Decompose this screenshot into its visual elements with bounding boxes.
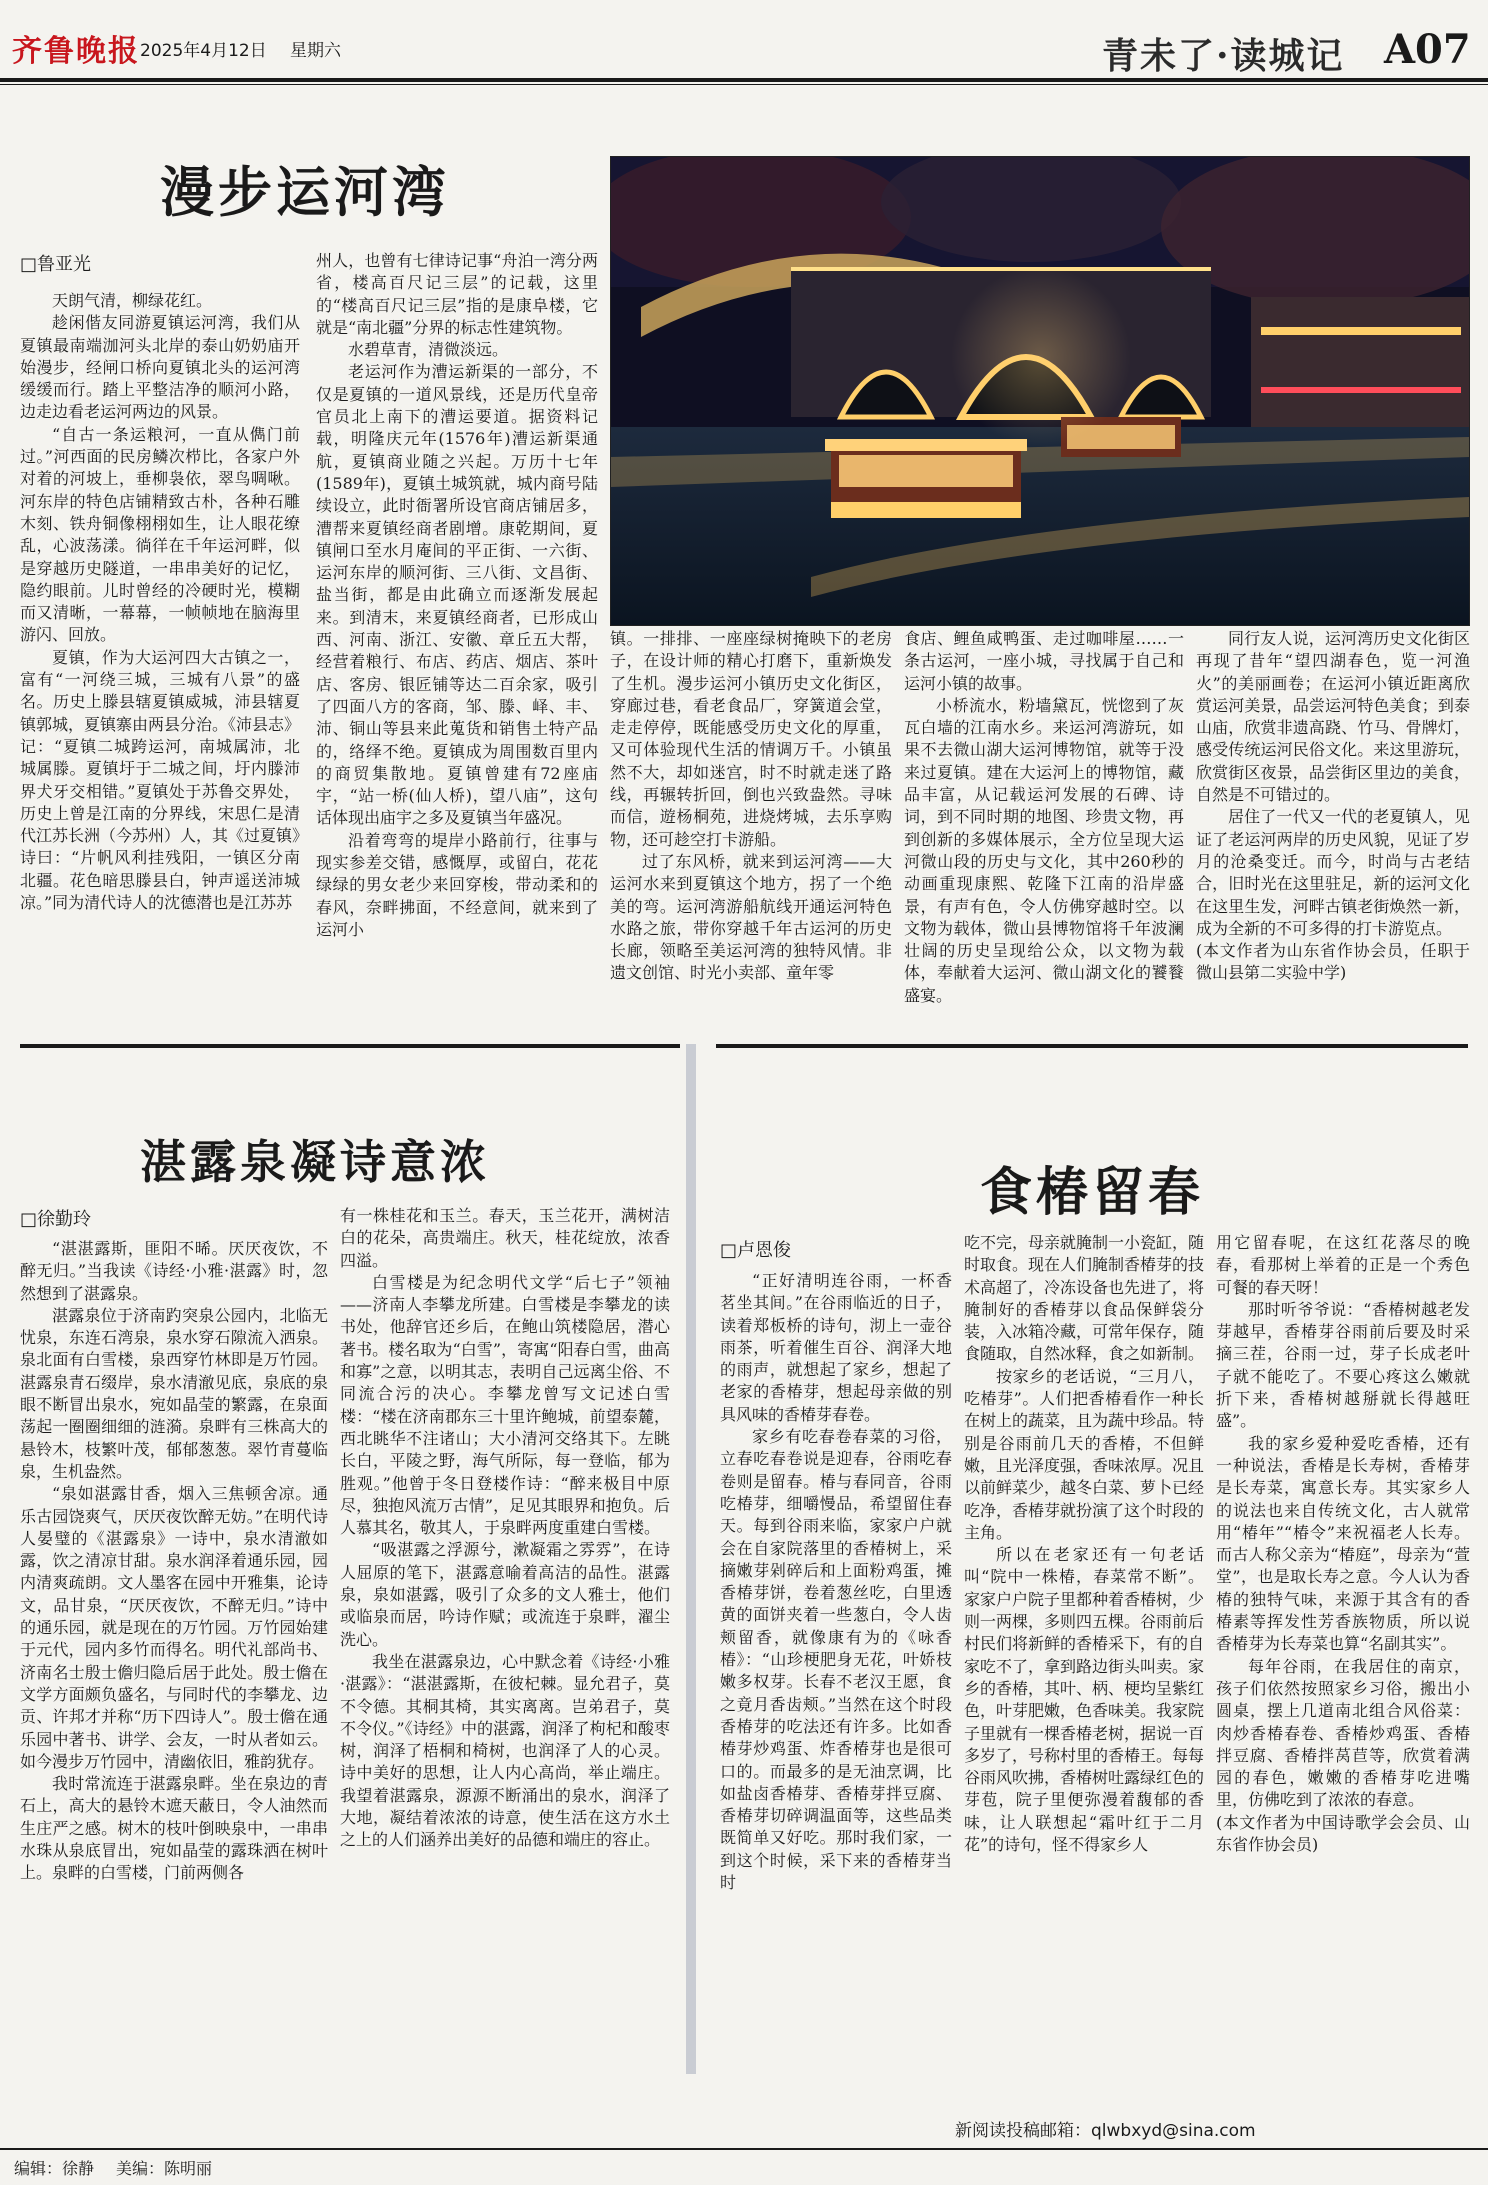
paragraph: 镇。一排排、一座座绿树掩映下的老房子，在设计师的精心打磨下，重新焕发了生机。漫步运河小镇历史文化街区，穿廊过巷，看老食品厂，穿簧道会堂，走走停停，既能感受历史文化的厚重，又可体验现代生活的情调万千。小镇虽然不大，却如迷宫，时不时就走迷了路线，再辗转折回，倒也兴致盎然。寻味而信，遊杨桐苑，进烧烤城，去乐享购物，还可趁空打卡游船。 (610, 629, 892, 849)
paragraph: 天朗气清，柳绿花红。 (52, 291, 213, 310)
article1-title: 漫步运河湾 (160, 160, 450, 224)
paragraph: 州人，也曾有七律诗记事“舟泊一湾分两省，楼高百尺记三层”的记载，这里的“楼高百尺记三层”指的是康阜楼，它就是“南北疆”分界的标志性建筑物。 (316, 251, 598, 337)
paragraph: 家乡有吃春卷春菜的习俗，立春吃春卷说是迎春，谷雨吃春卷则是留春。椿与春同音，谷雨吃椿芽，细嚼慢品，希望留住春天。每到谷雨来临，家家户户就会在自家院落里的香椿树上，采摘嫩芽剁碎后和上面粉鸡蛋，摊香椿芽饼，卷着葱丝吃，白里透黄的面饼夹着一些葱白，令人齿颊留香，就像康有为的《咏香椿》：“山珍梗肥身无花，叶娇枝嫩多权芽。长春不老汉王愿，食之竟月香齿颊。”当然在这个时段香椿芽的吃法还有许多。比如香椿芽炒鸡蛋、炸香椿芽也是很可口的。而最多的是无油烹调，比如盐卤香椿芽、香椿芽拌豆腐、香椿芽切碎调温面等，这些品类既简单又好吃。那时我们家，一到这个时候，采下来的香椿芽当时 (720, 1427, 952, 1893)
canal-night-photo (610, 156, 1470, 626)
paragraph: 每年谷雨，在我居住的南京，孩子们依然按照家乡习俗，搬出小圆桌，摆上几道南北组合风俗菜：肉炒香椿春卷、香椿炒鸡蛋、香椿拌豆腐、香椿拌莴苣等，欣赏着满园的春色，嫩嫩的香椿芽吃进嘴里，仿佛吃到了浓浓的春意。 (1216, 1656, 1470, 1810)
paragraph: 白雪楼是为纪念明代文学“后七子”领袖——济南人李攀龙所建。白雪楼是李攀龙的读书处，他辞官还乡后，在鲍山筑楼隐居，潜心著书。楼名取为“白雪”，寄寓“阳春白雪，曲高和寡”之意，以明其志，表明自己远离尘俗、不同流合污的决心。李攀龙曾写文记述白雪楼：“楼在济南郡东三十里许鲍城，前望泰麓，西北眺华不注诸山；大小清河交络其下。左眺长白，平陵之野，海气所际，每一登临，郁为胜观。”他曾于冬日登楼作诗：“醉来极目中原尽，独抱风流万古情”，足见其眼界和抱负。后人慕其名，敬其人，于泉畔两度重建白雪楼。 (340, 1272, 670, 1538)
paragraph: 食店、鲤鱼咸鸭蛋、走过咖啡屋……一条古运河，一座小城，寻找属于自己和运河小镇的故事。 (904, 629, 1184, 693)
paragraph: 老运河作为漕运新渠的一部分，不仅是夏镇的一道风景线，还是历代皇帝官员北上南下的漕运要道。据资料记载，明隆庆元年(1576年)漕运新渠通航，夏镇商业随之兴起。万历十七年(1589年)，夏镇土城筑就，城内商号陆续设立，此时衙署所设官商店铺居多，漕帮来夏镇经商者剧增。康乾期间，夏镇闸口至水月庵间的平正街、一六街、运河东岸的顺河街、三八街、文昌街、盐当街，都是由此确立而逐渐发展起来。到清末，来夏镇经商者，已形成山西、河南、浙江、安徽、章丘五大帮，经营着粮行、布店、药店、烟店、茶叶店、客房、银匠铺等达二百余家，吸引了四面八方的客商，邹、滕、峄、丰、沛、铜山等县来此蒐货和销售土特产品的，络绎不绝。夏镇成为周围数百里内的商贸集散地。夏镇曾建有72座庙宇，“站一桥(仙人桥)，望八庙”，这句话体现出庙宇之多及夏镇当年盛况。 (316, 362, 598, 828)
paragraph: 夏镇，作为大运河四大古镇之一，富有“一河绕三城，三城有八景”的盛名。历史上滕县辖夏镇威城，沛县辖夏镇郭城，夏镇寨由两县分治。《沛县志》记：“夏镇二城跨运河，南城属沛，北城属滕。夏镇圩于二城之间，圩内滕沛界犬牙交相错。”夏镇处于苏鲁交界处，历史上曾是江南的分界线，宋思仁是清代江苏长洲（今苏州）人，其《过夏镇》诗曰：“片帆风利挂残阳，一镇区分南北疆。花色暗思滕县白，钟声遥送沛城凉。”同为清代诗人的沈德潜也是江苏苏 (20, 647, 301, 913)
paragraph: 按家乡的老话说，“三月八，吃椿芽”。人们把香椿看作一种长在树上的蔬菜，且为蔬中珍品。特别是谷雨前几天的香椿，不但鲜嫩，且光泽度强，香味浓厚。况且以前鲜菜少，越冬白菜、萝卜已经吃净，香椿芽就扮演了这个时段的主角。 (964, 1366, 1205, 1542)
paragraph: 趁闲偕友同游夏镇运河湾，我们从夏镇最南端泇河头北岸的泰山奶奶庙开始漫步，经闸口桥向夏镇北头的运河湾缓缓而行。踏上平整洁净的顺河小路，边走边看老运河两边的风景。 (20, 313, 300, 422)
paragraph: “泉如湛露甘香，烟入三焦顿舍凉。通乐古园饶爽气，厌厌夜饮醉无妨。”在明代诗人晏璧的《湛露泉》一诗中，泉水清澈如露，饮之清凉甘甜。泉水润泽着通乐园，园内清爽疏朗。文人墨客在园中开雅集，论诗文，品甘泉，“厌厌夜饮，不醉无归。”诗中的通乐园，就是现在的万竹园。万竹园始建于元代，园内多竹而得名。明代礼部尚书、济南名士殷士儋归隐后居于此处。殷士儋在文学方面颇负盛名，与同时代的李攀龙、边贡、许邦才并称“历下四诗人”。殷士儋在通乐园中著书、讲学、会友，一时从者如云。如今漫步万竹园中，清幽依旧，雅韵犹存。 (20, 1484, 328, 1771)
article2-byline: □徐勤玲 (20, 1209, 92, 1230)
article3-column-3 (1216, 1232, 1470, 1856)
article3-title: 食椿留春 (980, 1162, 1205, 1223)
paragraph: 有一株桂花和玉兰。春天，玉兰花开，满树洁白的花朵，高贵端庄。秋天，桂花绽放，浓香四溢。 (340, 1206, 670, 1270)
article1-column-2 (316, 250, 598, 941)
paragraph: 同行友人说，运河湾历史文化街区再现了昔年“望四湖春色，览一河渔火”的美丽画卷；在运河小镇近距离欣赏运河美景，品尝运河特色美食；到泰山庙，欣赏非遗高跷、竹马、骨牌灯，感受传统运河民俗文化。来这里游玩，欣赏街区夜景，品尝街区里边的美食，自然是不可错过的。 (1196, 629, 1470, 805)
article1-column-4 (904, 628, 1184, 1007)
article1-column-1 (20, 290, 300, 914)
article2-title: 湛露泉凝诗意浓 (140, 1135, 490, 1189)
paragraph: 所以在老家还有一句老话叫“院中一株椿，春菜常不断”。家家户户院子里都种着香椿树，少则一两棵，多则四五棵。谷雨前后村民们将新鲜的香椿采下，有的自家吃不了，拿到路边街头叫卖。家乡的香椿，其叶、柄、梗均呈紫红色，叶芽肥嫩，色香味美。我家院子里就有一棵香椿老树，据说一百多岁了，号称村里的香椿王。每每谷雨风吹拂，香椿树吐露绿红色的芽苞，院子里便弥漫着馥郁的香味，让人联想起“霜叶红于二月花”的诗句，怪不得家乡人 (964, 1545, 1205, 1855)
masthead-rule-thin (0, 84, 1488, 85)
section-divider-right (716, 1044, 1468, 1048)
article3-byline: □卢恩俊 (720, 1240, 792, 1261)
section-title: 青未了·读城记 (1102, 35, 1345, 77)
article3-column-1 (720, 1270, 952, 1894)
issue-weekday: 星期六 (290, 41, 341, 61)
newspaper-logo: 齐鲁晚报 (12, 34, 140, 69)
article2-column-2 (340, 1205, 670, 1852)
paragraph: “吸湛露之浮源兮，漱凝霜之雰雰”，在诗人屈原的笔下，湛露意喻着高洁的品性。湛露泉，泉如湛露，吸引了众多的文人雅士，他们或临泉而居，吟诗作赋；或流连于泉畔，濯尘洗心。 (340, 1540, 670, 1649)
photo-illustration (611, 157, 1469, 625)
footer-designer: 美编：陈明丽 (116, 2159, 213, 2178)
paragraph: “正好清明连谷雨，一杯香茗坐其间。”在谷雨临近的日子，读着郑板桥的诗句，沏上一壶谷雨茶，听着催生百谷、润泽大地的雨声，就想起了家乡，想起了老家的香椿芽，想起母亲做的别具风味的香椿芽春卷。 (720, 1271, 952, 1424)
article1-column-5 (1196, 628, 1470, 985)
article3-author-note: (本文作者为中国诗歌学会会员、山东省作协会员) (1216, 1812, 1470, 1855)
paragraph: “湛湛露斯，匪阳不晞。厌厌夜饮，不醉无归。”当我读《诗经·小雅·湛露》时，忽然想到了湛露泉。 (20, 1239, 328, 1303)
paragraph: 用它留春呢，在这红花落尽的晚春，看那树上举着的正是一个秀色可餐的春天呀！ (1216, 1233, 1470, 1297)
paragraph: 居住了一代又一代的老夏镇人，见证了老运河两岸的历史风貌，见证了岁月的沧桑变迁。而今，时尚与古老结合，旧时光在这里驻足，新的运河文化在这里生发，河畔古镇老街焕然一新，成为全新的不可多得的打卡游览点。 (1196, 807, 1470, 938)
article2-column-1 (20, 1238, 328, 1885)
paragraph: 湛露泉位于济南趵突泉公园内，北临无忧泉，东连石湾泉，泉水穿石隙流入洒泉。泉北面有白雪楼，泉西穿竹林即是万竹园。湛露泉青石缀岸，泉水清澈见底，泉底的泉眼不断冒出泉水，宛如晶莹的繁露，在泉面荡起一圈圈细细的涟漪。泉畔有三株高大的悬铃木，枝繁叶茂，郁郁葱葱。翠竹青蔓临泉，生机盎然。 (20, 1305, 328, 1481)
column-separator-bar (686, 1044, 696, 2074)
footer-editor: 编辑：徐静 (14, 2159, 95, 2178)
masthead-rule (0, 78, 1488, 82)
paragraph: 那时听爷爷说：“香椿树越老发芽越早，香椿芽谷雨前后要及时采摘三茬，谷雨一过，芽子长成老叶子就不能吃了。不要心疼这么嫩就折下来，香椿树越掰就长得越旺盛”。 (1216, 1299, 1470, 1431)
article1-byline: □鲁亚光 (20, 254, 92, 275)
paragraph: “自古一条运粮河，一直从儁门前过。”河西面的民房鳞次栉比，各家户外对着的河坡上，垂柳袅依，翠鸟啁啾。河东岸的特色店铺精致古朴，各种石雕木刻、铁舟铜像栩栩如生，让人眼花缭乱，心波荡漾。徜徉在千年运河畔，似是穿越历史隧道，一串串美好的记忆，隐约眼前。儿时曾经的冷硬时光，模糊而又清晰，一幕幕，一帧帧地在脑海里游闪、回放。 (20, 424, 300, 645)
issue-date: 2025年4月12日 (140, 41, 267, 61)
section-divider-left (20, 1044, 680, 1048)
article1-column-3 (610, 628, 892, 985)
article3-column-2 (964, 1232, 1204, 1856)
paragraph: 我的家乡爱种爱吃香椿，还有一种说法，香椿是长寿树，香椿芽是长寿菜，寓意长寿。其实家乡人的说法也来自传统文化，古人就常用“椿年”“椿令”来祝福老人长寿。而古人称父亲为“椿庭”，母亲为“萱堂”，也是取长寿之意。今人认为香椿的独特气味，来源于其含有的香椿素等挥发性芳香族物质，所以说香椿芽为长寿菜也算“名副其实”。 (1216, 1433, 1470, 1654)
paragraph: 小桥流水，粉墙黛瓦，恍惚到了灰瓦白墙的江南水乡。来运河湾游玩，如果不去微山湖大运河博物馆，就等于没来过夏镇。建在大运河上的博物馆，藏品丰富，从记载运河发展的石碑、诗词，到不同时期的地图、珍贵文物，再到创新的多媒体展示，全方位呈现大运河微山段的历史与文化，其中260秒的动画重现康熙、乾隆下江南的沿岸盛景，有声有色，令人仿佛穿越时空。以文物为载体，微山县博物馆将千年波澜壮阔的历史呈现给公众，以文物为载体，奉献着大运河、微山湖文化的饕餮盛宴。 (904, 695, 1184, 1005)
page-number: A07 (1384, 26, 1471, 73)
paragraph: 我坐在湛露泉边，心中默念着《诗经·小雅·湛露》：“湛湛露斯，在彼杞棘。显允君子，莫不令德。其桐其椅，其实离离。岂弟君子，莫不令仪。”《诗经》中的湛露，润泽了枸杞和酸枣树，润泽了梧桐和椅树，也润泽了人的心灵。诗中美好的思想，让人内心高尚，举止端庄。我望着湛露泉，源源不断涌出的泉水，润泽了大地，凝结着浓浓的诗意，使生活在这方水土之上的人们涵养出美好的品德和端庄的容止。 (340, 1651, 670, 1850)
article1-author-note: (本文作者为山东省作协会员，任职于微山县第二实验中学) (1196, 941, 1470, 983)
paragraph: 我时常流连于湛露泉畔。坐在泉边的青石上，高大的悬铃木遮天蔽日，令人油然而生庄严之感。树木的枝叶倒映泉中，一串串水珠从泉底冒出，宛如晶莹的露珠洒在树叶上。泉畔的白雪楼，门前两侧各 (20, 1774, 328, 1883)
paragraph: 过了东风桥，就来到运河湾——大运河水来到夏镇这个地方，拐了一个绝美的弯。运河湾游船航线开通运河特色水路之旅，带你穿越千年古运河的历史长廊，领略至美运河湾的独特风情。非遗文创馆、时光小卖部、童年零 (610, 851, 892, 983)
paragraph: 吃不完，母亲就腌制一小瓷缸，随时取食。现在人们腌制香椿芽的技术高超了，冷冻设备也先进了，将腌制好的香椿芽以食品保鲜袋分装，入冰箱冷藏，可常年保存，随食随取，自然冰释，食之如新制。 (964, 1233, 1205, 1364)
paragraph: 沿着弯弯的堤岸小路前行，往事与现实参差交错，感慨厚，或留白，花花绿绿的男女老少来回穿梭，带动柔和的春风，奈畔拂面，不经意间，就来到了运河小 (316, 830, 598, 939)
paragraph: 水碧草青，清微淡远。 (348, 340, 509, 360)
submission-email: 新阅读投稿邮箱：qlwbxyd@sina.com (955, 2121, 1256, 2141)
footer-rule (0, 2148, 1488, 2150)
